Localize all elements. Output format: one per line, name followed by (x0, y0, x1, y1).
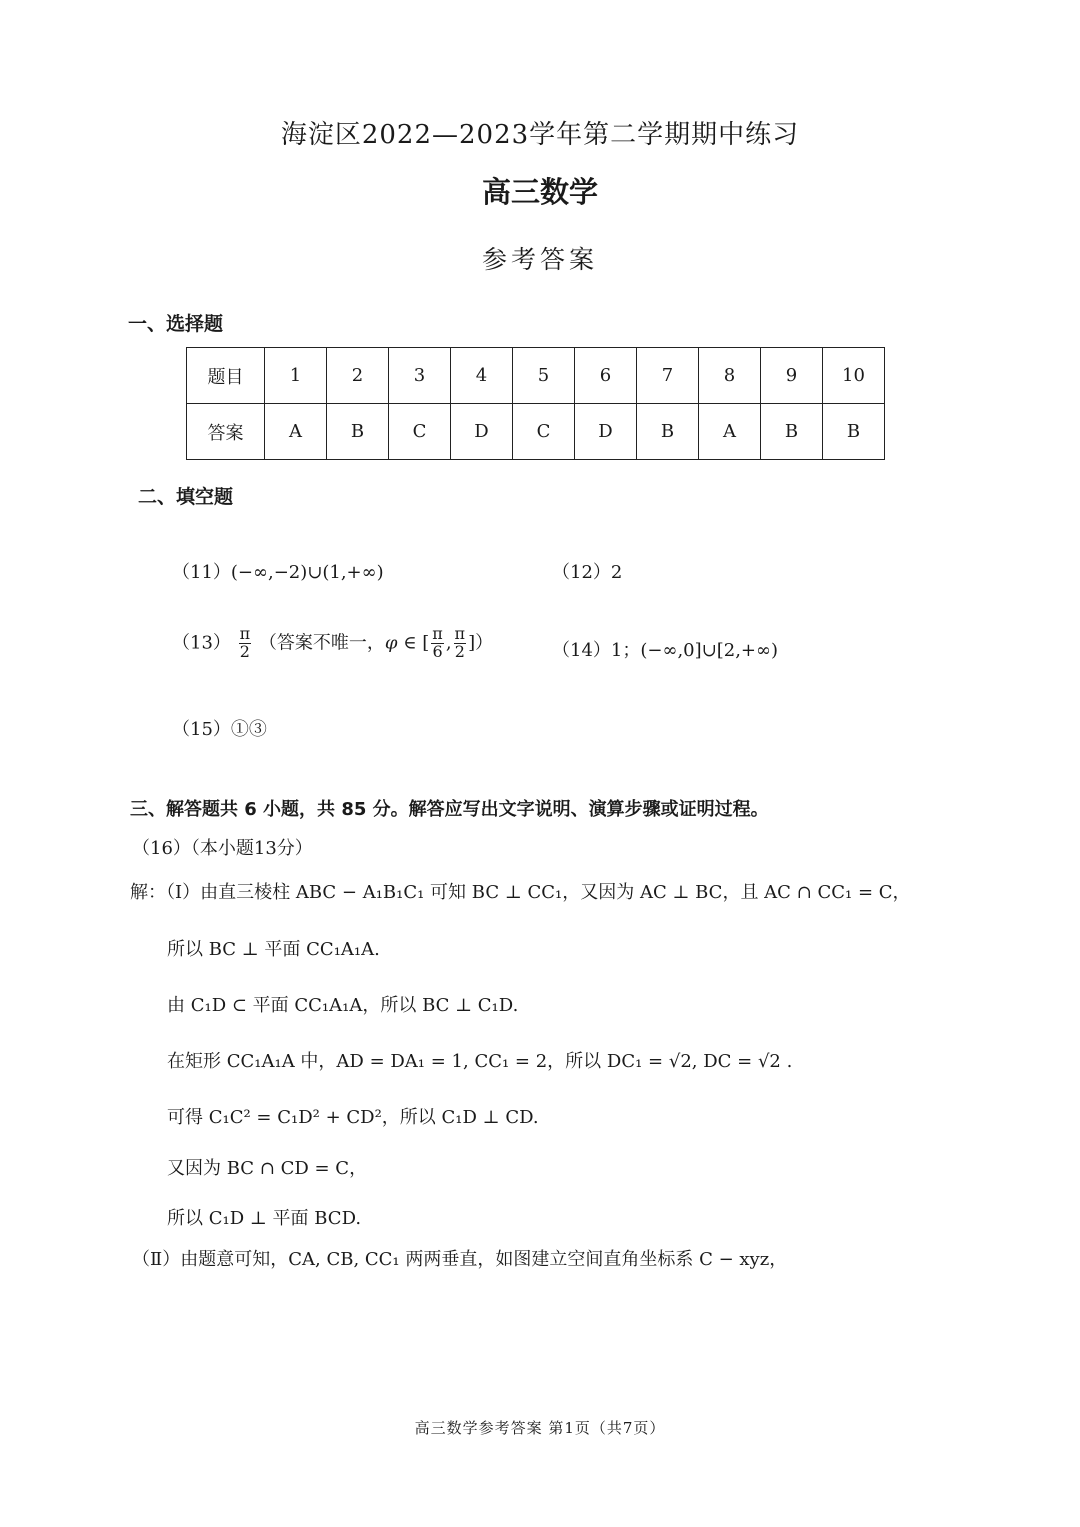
fill-answer-14 (552, 636, 778, 662)
fraction-numerator: π (432, 624, 443, 643)
table-cell-answer: A (265, 404, 327, 460)
table-cell-answer: B (637, 404, 699, 460)
table-cell-question: 9 (761, 348, 823, 404)
table-cell-answer: D (451, 404, 513, 460)
table-cell-question: 2 (327, 348, 389, 404)
solution-line-3: 由 C₁D ⊂ 平面 CC₁A₁A，所以 BC ⊥ C₁D. (167, 995, 519, 1016)
answer-key-subtitle: 参考答案 (481, 245, 598, 274)
table-cell-question: 6 (575, 348, 637, 404)
solution-line-7: 所以 C₁D ⊥ 平面 BCD. (167, 1208, 362, 1229)
section-heading-solutions: 三、解答题共 6 小题，共 85 分。解答应写出文字说明、演算步骤或证明过程。 (130, 799, 769, 820)
fraction-numerator: π (239, 624, 251, 643)
solution-line-8: （Ⅱ）由题意可知，CA, CB, CC₁ 两两垂直，如图建立空间直角坐标系 C − xyz， (132, 1249, 788, 1270)
table-cell-question: 3 (389, 348, 451, 404)
phi-symbol: φ (384, 632, 398, 654)
subject-title: 高三数学 (481, 175, 598, 209)
table-cell-answer: D (575, 404, 637, 460)
fraction-denominator: 6 (432, 641, 443, 661)
fill-answer-12 (552, 558, 622, 584)
fraction-pi-over-6 (431, 626, 444, 661)
question-16-header: （16）（本小题13分） (132, 838, 313, 859)
solution-line-6: 又因为 BC ∩ CD = C， (167, 1158, 368, 1179)
answer-text: 2 (610, 562, 623, 583)
page-footer: 高三数学参考答案 第1页（共7页） (414, 1419, 666, 1437)
table-row-answers (187, 404, 885, 460)
table-cell-answer: B (327, 404, 389, 460)
table-cell-answer: C (513, 404, 575, 460)
fraction-denominator: 2 (454, 641, 465, 661)
table-cell-question: 7 (637, 348, 699, 404)
table-header-answer: 答案 (187, 404, 265, 460)
table-cell-question: 1 (265, 348, 327, 404)
question-number: （11） (172, 562, 231, 583)
fraction-pi-over-2 (239, 626, 252, 661)
fraction-pi-over-2-upper (454, 626, 467, 661)
table-cell-question: 5 (513, 348, 575, 404)
table-cell-answer: C (389, 404, 451, 460)
answer-note: （答案不唯一， (258, 632, 385, 654)
answer-text: ①③ (230, 719, 267, 740)
question-number: （13） (172, 632, 231, 654)
interval-close: ]） (468, 632, 494, 654)
solution-line-5: 可得 C₁C² = C₁D² + CD²，所以 C₁D ⊥ CD. (167, 1107, 539, 1128)
answer-text: (−∞,−2)∪(1,+∞) (230, 562, 384, 583)
solution-line-4: 在矩形 CC₁A₁A 中，AD = DA₁ = 1, CC₁ = 2，所以 DC₁ = √2, DC = √2 . (167, 1051, 793, 1072)
interval-comma: , (445, 632, 452, 654)
table-cell-answer: B (823, 404, 885, 460)
question-number: （14） (552, 640, 611, 661)
fill-answer-11 (172, 558, 384, 584)
solution-line-2: 所以 BC ⊥ 平面 CC₁A₁A. (167, 939, 380, 960)
table-cell-question: 8 (699, 348, 761, 404)
question-number: （12） (552, 562, 611, 583)
question-number: （15） (172, 719, 231, 740)
table-header-question: 题目 (187, 348, 265, 404)
section-heading-choice: 一、选择题 (128, 313, 224, 335)
answer-table (186, 347, 885, 460)
interval-open: ∈ [ (397, 632, 430, 654)
table-row-questions (187, 348, 885, 404)
table-cell-question: 4 (451, 348, 513, 404)
table-cell-answer: A (699, 404, 761, 460)
table-cell-answer: B (761, 404, 823, 460)
fill-answer-13 (172, 626, 493, 661)
answer-text: 1；(−∞,0]∪[2,+∞) (610, 640, 779, 661)
fill-answer-15 (172, 715, 267, 741)
fraction-numerator: π (454, 624, 466, 643)
section-heading-fill: 二、填空题 (138, 486, 234, 508)
document-title: 海淀区2022—2023学年第二学期期中练习 (280, 120, 800, 150)
table-cell-question: 10 (823, 348, 885, 404)
fraction-denominator: 2 (239, 641, 250, 661)
solution-line-1: 解：（Ⅰ）由直三棱柱 ABC − A₁B₁C₁ 可知 BC ⊥ CC₁，又因为 AC ⊥ BC，且 AC ∩ CC₁ = C， (130, 882, 911, 903)
